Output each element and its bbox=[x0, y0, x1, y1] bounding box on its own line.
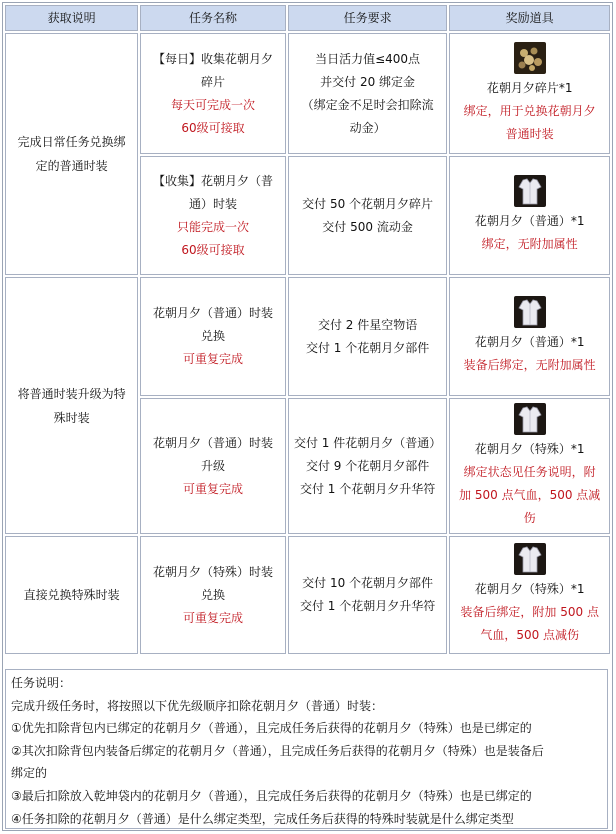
task-name-line: 升级 bbox=[201, 458, 226, 473]
requirement-line: 交付 1 个花朝月夕部件 bbox=[305, 340, 430, 355]
requirement-line: （绑定金不足时会扣除流 bbox=[301, 97, 434, 112]
notes-line: ③最后扣除放入乾坤袋内的花朝月夕（普通），且完成任务后获得的花朝月夕（特殊）也是已绑定的 bbox=[11, 788, 532, 803]
reward-item: 花朝月夕碎片*1 bbox=[486, 80, 573, 95]
task-name-line: 碎片 bbox=[201, 74, 226, 89]
notes-title: 任务说明： bbox=[11, 676, 72, 690]
notes-line: ④任务扣除的花朝月夕（普通）是什么绑定类型，完成任务后获得的特殊时装就是什么绑定类型 bbox=[11, 811, 514, 826]
task-name-cell bbox=[140, 156, 285, 275]
task-name-line: 【收集】花朝月夕（普 bbox=[153, 173, 274, 188]
requirement-line: 交付 1 件花朝月夕（普通） bbox=[293, 435, 442, 450]
reward-note: 绑定状态见任务说明，附 bbox=[463, 464, 596, 479]
task-name-cell bbox=[140, 536, 285, 654]
task-name-line: 兑换 bbox=[201, 329, 226, 343]
white-robe-icon bbox=[514, 543, 546, 575]
table-row bbox=[5, 536, 610, 654]
reward-cell bbox=[449, 398, 610, 534]
task-name-cell bbox=[140, 398, 285, 534]
reward-item: 花朝月夕（特殊）*1 bbox=[474, 582, 585, 596]
header-task-name: 任务名称 bbox=[140, 5, 285, 31]
acquire-desc: 将普通时装升级为特殊时装 bbox=[17, 386, 126, 425]
task-requirement-cell bbox=[288, 536, 448, 654]
white-robe-icon bbox=[514, 175, 546, 207]
reward-note: 绑定，无附加属性 bbox=[481, 237, 578, 251]
requirement-line: 交付 9 个花朝月夕部件 bbox=[305, 458, 430, 473]
reward-note: 绑定，用于兑换花朝月夕 bbox=[463, 103, 596, 118]
reward-item: 花朝月夕（普通）*1 bbox=[474, 335, 585, 349]
task-name-cell bbox=[140, 33, 285, 154]
acquire-desc: 完成日常任务兑换绑定的普通时装 bbox=[17, 135, 126, 173]
reward-item: 花朝月夕（普通）*1 bbox=[474, 214, 585, 228]
requirement-line: 交付 1 个花朝月夕升华符 bbox=[299, 481, 436, 496]
table-row bbox=[5, 277, 610, 396]
task-table bbox=[3, 3, 612, 656]
header-reward: 奖励道具 bbox=[449, 5, 610, 31]
reward-cell bbox=[449, 536, 610, 654]
reward-cell bbox=[449, 33, 610, 154]
reward-cell bbox=[449, 277, 610, 396]
header-requirement: 任务要求 bbox=[288, 5, 448, 31]
notes-line: ②其次扣除背包内装备后绑定的花朝月夕（普通），且完成任务后获得的花朝月夕（特殊）也是装备后 bbox=[11, 743, 544, 758]
white-robe-icon bbox=[514, 403, 546, 435]
reward-note: 气血，500 点减伤 bbox=[480, 628, 580, 642]
reward-item: 花朝月夕（特殊）*1 bbox=[474, 441, 585, 456]
acquire-desc: 直接兑换特殊时装 bbox=[23, 587, 120, 602]
requirement-line: 交付 2 件星空物语 bbox=[317, 317, 418, 332]
reward-note: 伤 bbox=[523, 510, 536, 525]
notes-line: 完成升级任务时，将按照以下优先级顺序扣除花朝月夕（普通）时装： bbox=[11, 698, 384, 713]
requirement-line: 并交付 20 绑定金 bbox=[320, 74, 416, 89]
table-header-row bbox=[5, 5, 610, 31]
table-row bbox=[5, 33, 610, 154]
task-requirement-cell bbox=[288, 156, 448, 275]
task-requirement-cell bbox=[288, 277, 448, 396]
task-condition: 每天可完成一次 bbox=[171, 97, 256, 112]
task-name-line: 【每日】收集花朝月夕 bbox=[153, 51, 274, 66]
reward-note: 装备后绑定，无附加属性 bbox=[463, 358, 596, 372]
task-requirement-cell bbox=[288, 33, 448, 154]
task-name-line: 兑换 bbox=[201, 587, 226, 602]
requirement-line: 交付 500 流动金 bbox=[322, 219, 413, 234]
acquire-desc-cell bbox=[5, 277, 138, 534]
requirement-line: 交付 10 个花朝月夕部件 bbox=[302, 576, 434, 590]
reward-note: 装备后绑定，附加 500 点 bbox=[460, 605, 599, 619]
notes-line: 绑定的 bbox=[11, 766, 48, 781]
requirement-line: 交付 50 个花朝月夕碎片 bbox=[302, 196, 434, 211]
task-name-cell bbox=[140, 277, 285, 396]
task-reward-panel bbox=[2, 2, 613, 831]
requirement-line: 当日活力值≤400点 bbox=[315, 51, 421, 66]
task-condition: 只能完成一次 bbox=[177, 219, 250, 234]
white-robe-icon bbox=[514, 296, 546, 328]
reward-note: 普通时装 bbox=[505, 126, 554, 141]
task-condition: 可重复完成 bbox=[183, 610, 244, 625]
task-condition: 可重复完成 bbox=[183, 352, 244, 366]
task-name-line: 花朝月夕（普通）时装 bbox=[153, 435, 274, 450]
task-notes bbox=[5, 669, 608, 829]
task-requirement-cell bbox=[288, 398, 448, 534]
reward-cell bbox=[449, 156, 610, 275]
header-acquire: 获取说明 bbox=[5, 5, 138, 31]
requirement-line: 动金） bbox=[349, 120, 386, 135]
task-name-line: 花朝月夕（特殊）时装 bbox=[153, 564, 274, 579]
task-condition: 60级可接取 bbox=[181, 120, 245, 135]
task-condition: 60级可接取 bbox=[181, 242, 245, 257]
task-name-line: 花朝月夕（普通）时装 bbox=[153, 306, 274, 320]
acquire-desc-cell bbox=[5, 536, 138, 654]
task-name-line: 通）时装 bbox=[189, 196, 238, 211]
fragment-pile-icon bbox=[514, 42, 546, 74]
requirement-line: 交付 1 个花朝月夕升华符 bbox=[299, 599, 436, 613]
notes-line: ①优先扣除背包内已绑定的花朝月夕（普通），且完成任务后获得的花朝月夕（特殊）也是已绑定的 bbox=[11, 721, 532, 736]
acquire-desc-cell bbox=[5, 33, 138, 275]
reward-note: 加 500 点气血，500 点减 bbox=[459, 487, 601, 502]
task-condition: 可重复完成 bbox=[183, 481, 244, 496]
